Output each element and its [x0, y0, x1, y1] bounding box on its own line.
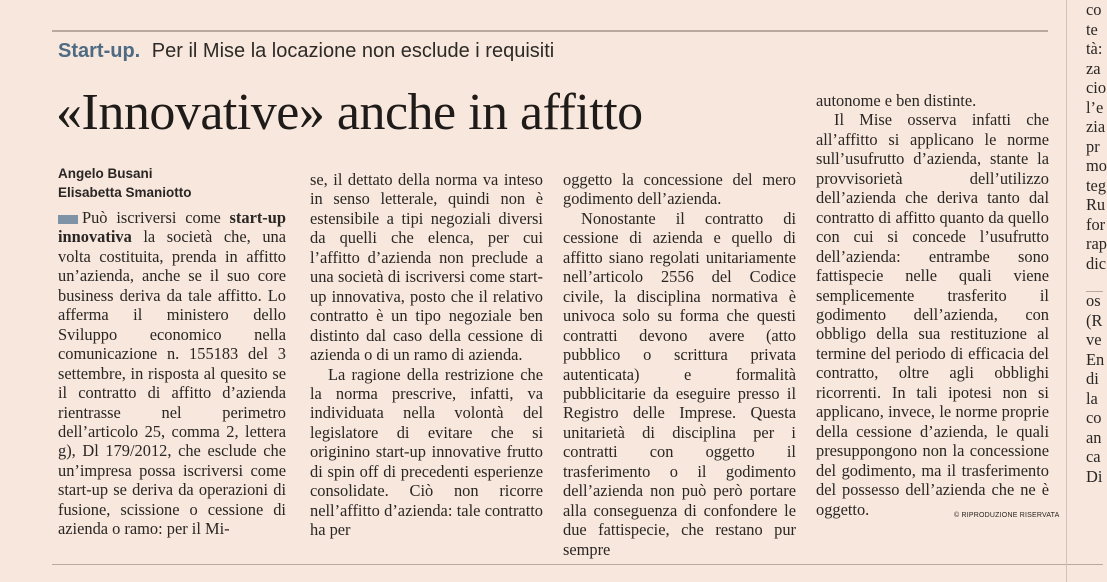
article-column-3	[563, 170, 796, 559]
paragraph: autonome e ben distinte.	[816, 91, 977, 110]
paragraph: oggetto la concessione del mero godimento dell’azienda.	[563, 170, 796, 209]
paragraph: La ragione della restrizione che la norma prescrive, infatti, va individuata nella volontà del legislatore di evitare che si originino start-up innovative frutto di spin off di precedenti esperienze consolidate. Ciò non ricorre nell’affitto d’azienda: tale contratto ha per	[310, 364, 543, 540]
article-column-1	[58, 208, 286, 539]
author-name: Elisabetta Smaniotto	[58, 185, 192, 200]
kicker-subtitle: Per il Mise la locazione non esclude i requisiti	[151, 40, 555, 62]
copyright-notice: © RIPRODUZIONE RISERVATA	[954, 512, 1060, 519]
paragraph: Può iscriversi come start-up innovativa la società che, una volta costituita, prenda in affitto un’azienda, anche se il suo core business deriva da tale affitto. Lo afferma il ministero dello Sviluppo economico nella comunicazione n. 155183 del 3 settembre, in risposta al quesito se il contratto di affitto d’azienda rientrasse nel perimetro dell’articolo 25, comma 2, lettera g), Dl 179/2012, che esclude che un’impresa possa iscriversi come start-up se deriva da operazioni di fusione, scissione o cessione di azienda o ramo: per il Mi-	[58, 208, 286, 539]
author-name: Angelo Busani	[58, 166, 153, 181]
paragraph: se, il dettato della norma va inteso in senso letterale, quindi non è estensibile a tipi negoziali diversi da quelli che elenca, per cui l’affitto d’azienda non preclude a una società di iscriversi come start-up innovativa, posto che il relativo contratto è un tipo negoziale ben distinto dal caso della cessione di azienda o di un ramo di azienda.	[310, 170, 543, 365]
bottom-rule	[52, 564, 1103, 565]
lead-bold: start-up innovativa	[58, 208, 286, 247]
paragraph: Il Mise osserva infatti che all’affitto si applicano le norme sull’usufrutto d’azienda, stante la provvisorietà dell’utilizzo dell’azienda che deriva tanto dal contratto di affitto quanto da quello con cui si concede l’usufrutto dell’azienda: entrambe sono fattispecie nelle quali viene semplicemente trasferito il godimento dell’azienda, con obbligo della sua restituzione al termine del periodo di efficacia del contratto, oltre agli obblighi ricorrenti. In tali ipotesi non si applicano, invece, le norme proprie della cessione d’azienda, le quali presuppongono non la concessione del godimento, ma il trasferimento del possesso dell’azienda che ne è oggetto.	[816, 110, 1049, 519]
byline	[58, 164, 288, 202]
lead-marker	[58, 215, 78, 224]
side-rule	[1066, 0, 1067, 582]
article-column-2	[310, 170, 543, 540]
headline: «Innovative» anche in affitto	[56, 84, 643, 141]
article-column-4	[816, 91, 1049, 519]
kicker-tag: Start-up.	[58, 40, 141, 62]
adjacent-article-fragment: co te tà: za cio l’e zia pr mo teg Ru for rap dic os (R ve En di la co an ca Di	[1086, 0, 1107, 486]
kicker	[58, 36, 554, 66]
top-rule	[52, 30, 1048, 32]
paragraph: Nonostante il contratto di cessione di azienda e quello di affitto siano regolati unitariamente nell’articolo 2556 del Codice civile, la disciplina normativa è univoca solo su forma che questi contratti devono avere (atto pubblico o scrittura privata autenticata) e formalità pubblicitarie da eseguire presso il Registro delle Imprese. Questa unitarietà di disciplina per i contratti con oggetto il trasferimento o il godimento dell’azienda non può però portare alla conseguenza di confondere le due fattispecie, che restano pur sempre	[563, 208, 796, 559]
